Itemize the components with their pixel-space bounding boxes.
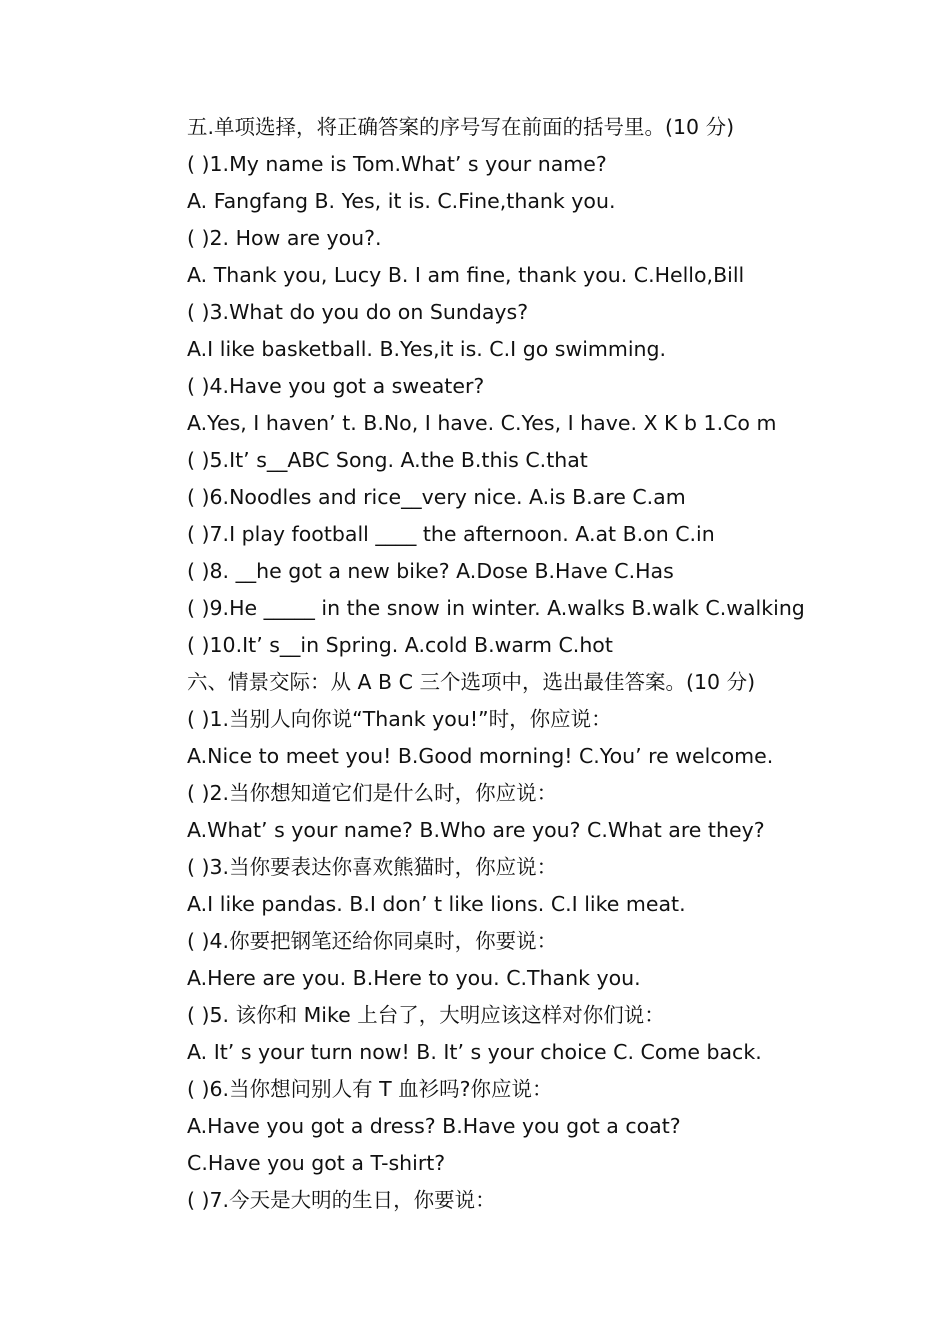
options-line: A.Here are you. B.Here to you. C.Thank you.: [187, 966, 641, 990]
question-line: ( )6.当你想问别人有 T 血衫吗?你应说：: [187, 1077, 553, 1101]
question-line: ( )2. How are you?.: [187, 226, 382, 250]
question-line: ( )10.It’ s__in Spring. A.cold B.warm C.hot: [187, 633, 613, 657]
options-line: A.I like pandas. B.I don’ t like lions. C.I like meat.: [187, 892, 686, 916]
question-line: ( )2.当你想知道它们是什么时，你应说：: [187, 781, 558, 805]
question-line: ( )1.当别人向你说“Thank you!”时，你应说：: [187, 707, 612, 731]
question-line: ( )5. 该你和 Mike 上台了，大明应该这样对你们说：: [187, 1003, 665, 1027]
options-line: A. Thank you, Lucy B. I am fine, thank you. C.Hello,Bill: [187, 263, 745, 287]
question-line: ( )1.My name is Tom.What’ s your name?: [187, 152, 607, 176]
question-line: ( )4.你要把钢笔还给你同桌时，你要说：: [187, 929, 558, 953]
options-line: A.Nice to meet you! B.Good morning! C.You’ re welcome.: [187, 744, 774, 768]
section-five-heading: 五.单项选择，将正确答案的序号写在前面的括号里。(10 分): [187, 115, 735, 139]
question-line: ( )5.It’ s__ABC Song. A.the B.this C.that: [187, 448, 588, 472]
question-line: ( )3.当你要表达你喜欢熊猫时，你应说：: [187, 855, 558, 879]
options-line: A.What’ s your name? B.Who are you? C.What are they?: [187, 818, 765, 842]
options-line: A.Yes, I haven’ t. B.No, I have. C.Yes, I have. X K b 1.Co m: [187, 411, 777, 435]
document-text: [187, 109, 907, 1219]
options-line: A.I like basketball. B.Yes,it is. C.I go swimming.: [187, 337, 667, 361]
question-line: ( )3.What do you do on Sundays?: [187, 300, 529, 324]
question-line: ( )8. __he got a new bike? A.Dose B.Have C.Has: [187, 559, 674, 583]
options-line: A. It’ s your turn now! B. It’ s your choice C. Come back.: [187, 1040, 762, 1064]
options-line: A.Have you got a dress? B.Have you got a coat?: [187, 1114, 681, 1138]
question-line: ( )7.今天是大明的生日，你要说：: [187, 1188, 496, 1212]
question-line: ( )4.Have you got a sweater?: [187, 374, 485, 398]
question-line: ( )9.He _____ in the snow in winter. A.walks B.walk C.walking: [187, 596, 805, 620]
question-line: ( )6.Noodles and rice__very nice. A.is B.are C.am: [187, 485, 686, 509]
options-line: C.Have you got a T-shirt?: [187, 1151, 446, 1175]
question-line: ( )7.I play football ____ the afternoon. A.at B.on C.in: [187, 522, 715, 546]
section-six-heading: 六、情景交际：从 A B C 三个选项中，选出最佳答案。(10 分): [187, 670, 756, 694]
options-line: A. Fangfang B. Yes, it is. C.Fine,thank you.: [187, 189, 616, 213]
